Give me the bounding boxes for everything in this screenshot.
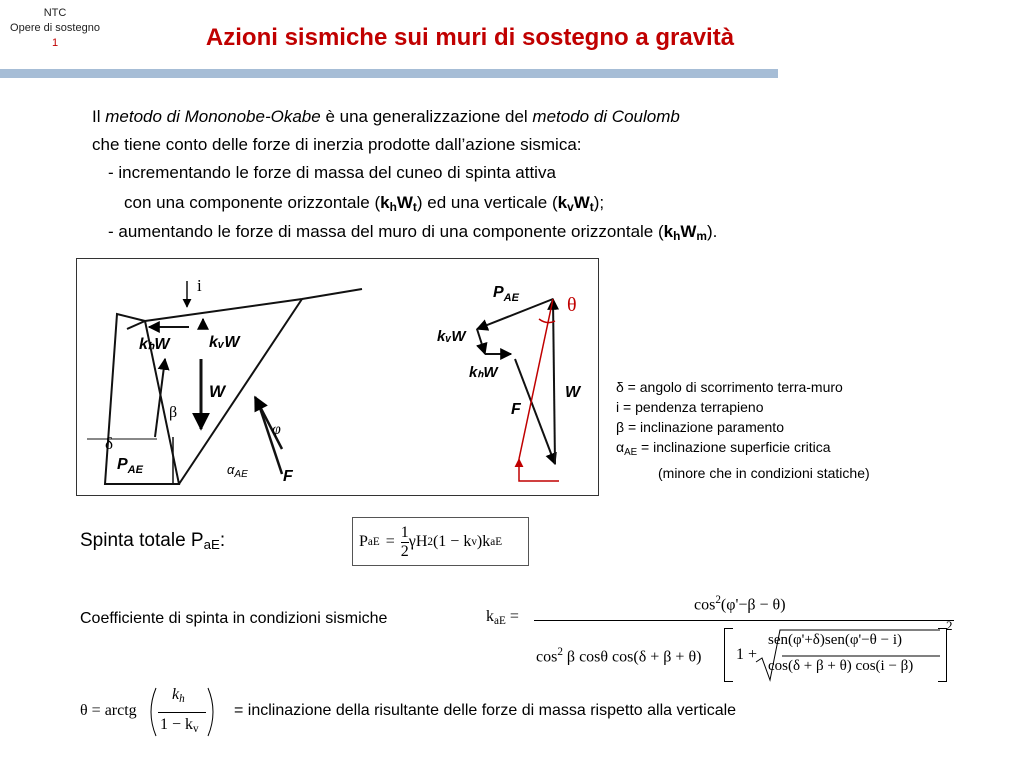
failure-plane — [179, 299, 302, 484]
legend-beta: β = inclinazione paramento — [616, 419, 784, 435]
legend-alpha: $\alpha_{AE}$ = inclinazione superficie critica — [616, 439, 831, 458]
intro-line-1: Il metodo di Mononobe-Okabe è una generalizzazione del metodo di Coulomb — [92, 107, 680, 126]
label-kvW-polygon: kᵥW — [437, 328, 466, 345]
label-W-polygon: W — [565, 384, 581, 401]
intro-line-2: che tiene conto delle forze di inerzia prodotte dall’azione sismica: — [92, 135, 582, 154]
wall-top-edge — [127, 321, 145, 329]
formula-kAE: $k_{aE}$ = $\cos^2(\varphi'-\beta - \theta)$ $\cos^2 \beta$ cosθ cos(δ + β + θ) 2 1 + sen(φ'+δ)sen(φ'−θ − i) cos(δ + β + θ) cos(i − β) — [486, 592, 956, 684]
wall-force-diagram — [76, 258, 599, 496]
legend-delta: δ = angolo di scorrimento terra-muro — [616, 379, 843, 395]
label-F-wedge: F — [283, 468, 293, 485]
polygon-kvW — [477, 329, 485, 354]
left-bracket — [724, 628, 733, 682]
intro-line-4: con una componente orizzontale $(k_hW_t)$ ed una verticale $(k_vW_t)$; — [124, 193, 605, 214]
arrow-PAE-wall — [155, 359, 165, 437]
formula-theta: θ = arctg $k_h$ $1 - k_v$ — [80, 686, 230, 738]
label-theta: θ — [567, 294, 577, 316]
main-fraction-line — [534, 620, 954, 621]
label-kvW-wall: kᵥW — [209, 334, 240, 351]
label-W-wedge: W — [209, 382, 226, 401]
label-phi: φ — [272, 421, 281, 438]
backfill-surface — [145, 289, 362, 321]
slide-title: Azioni sismiche sui muri di sostegno a gravità — [205, 24, 735, 51]
legend-i: i = pendenza terrapieno — [616, 399, 764, 415]
wall-force-diagram-svg — [77, 259, 598, 495]
legend-note: (minore che in condizioni statiche) — [658, 465, 870, 481]
label-khW-wall: kₕW — [139, 336, 170, 353]
label-beta: β — [169, 404, 178, 421]
page-number: 1 — [51, 37, 59, 49]
label-delta: δ — [105, 434, 114, 453]
theta-axes — [519, 459, 559, 481]
spinta-totale-label: Spinta totale $P_{aE}$: — [80, 530, 226, 552]
label-i: i — [197, 276, 202, 295]
intro-line-3: - incrementando le forze di massa del cuneo di spinta attiva — [108, 163, 556, 182]
coefficiente-label: Coefficiente di spinta in condizioni sismiche — [80, 610, 388, 627]
figure-legend — [616, 377, 870, 483]
formula-spinta-totale: P aE = $\frac{1}{2}$ γH 2 (1 − k v )k aE — [352, 517, 529, 566]
slide-header-meta — [0, 6, 110, 51]
intro-line-5: - aumentando le forze di massa del muro di una componente orizzontale $(k_hW_m)$. — [108, 222, 718, 243]
label-PAE-polygon: $P_{AE}$ — [493, 284, 519, 304]
polygon-W — [553, 299, 555, 464]
label-khW-polygon: kₕW — [469, 364, 498, 381]
label-PAE-wall: $P_{AE}$ — [117, 456, 143, 476]
title-underline-bar — [0, 69, 778, 78]
header-line1: NTC — [43, 7, 67, 19]
label-alphaAE: $\alpha_{AE}$ — [227, 462, 248, 480]
header-line2: Opere di sostegno — [10, 22, 100, 34]
label-F-polygon: F — [511, 401, 521, 418]
theta-description: = inclinazione della risultante delle forze di massa rispetto alla verticale — [234, 702, 737, 719]
